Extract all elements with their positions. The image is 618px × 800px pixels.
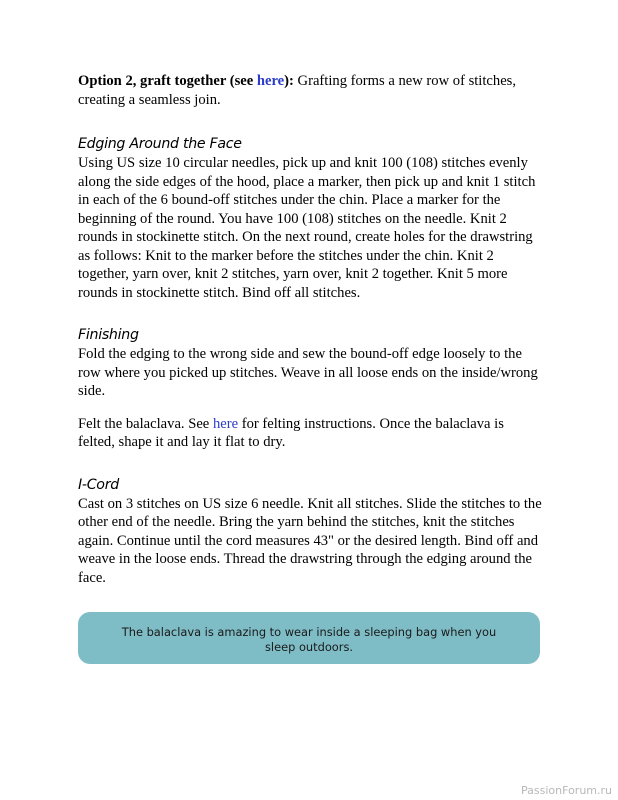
tip-callout-text: The balaclava is amazing to wear inside a sleeping bag when you sleep outdoors. — [121, 625, 497, 654]
felt-paragraph — [78, 415, 544, 452]
section-heading-icord: I-Cord — [78, 476, 119, 493]
section-paragraph-icord: Cast on 3 stitches on US size 6 needle. Knit all stitches. Slide the stitches to the other end of the needle. Bring the yarn behind the stitches, knit the stitches again. Continue until the cord measures 43" or the desired length. Bind off and weave in the loose ends. Thread the drawstring through the edging around the face. — [78, 495, 542, 586]
intro-body: Grafting forms a new row of stitches, creating a seamless join. — [78, 73, 516, 108]
section-paragraph-edging: Using US size 10 circular needles, pick up and knit 100 (108) stitches evenly along the side edges of the hood, place a marker, then pick up and knit 1 stitch in each of the 6 bound-off stitches under the chin. Place a marker for the beginning of the round. You have 100 (108) stitches on the needle. Knit 2 rounds in stockinette stitch. On the next round, create holes for the drawstring as follows: Knit to the marker before the stitches under the chin. Knit 2 together, yarn over, knit 2 stitches, yarn over, knit 2 together. Knit 5 more rounds in stockinette stitch. Bind off all stitches. — [78, 155, 536, 301]
intro-paren-close: ): — [284, 73, 294, 89]
section-finishing — [78, 326, 544, 452]
felt-here-link[interactable]: here — [212, 415, 239, 432]
intro-here-link[interactable]: here — [256, 73, 285, 89]
section-paragraph-finishing: Fold the edging to the wrong side and sew the bound-off edge loosely to the row where you picked up stitches. Weave in all loose ends on the inside/wrong side. — [78, 346, 538, 399]
section-edging — [78, 135, 544, 302]
intro-bold-lead: Option 2, graft together — [78, 73, 227, 89]
page-content — [78, 72, 544, 611]
section-icord — [78, 476, 544, 588]
intro-paragraph — [78, 72, 544, 109]
tip-callout — [78, 612, 540, 664]
section-heading-edging: Edging Around the Face — [78, 136, 242, 152]
section-heading-finishing: Finishing — [78, 327, 139, 343]
felt-text-after: for felting instructions. Once the balaclava is felted, shape it and lay it flat to dry. — [78, 415, 504, 450]
watermark: PassionForum.ru — [521, 784, 612, 797]
felt-text-before: Felt the balaclava. See — [78, 415, 213, 432]
intro-paren-open: (see — [226, 73, 257, 89]
